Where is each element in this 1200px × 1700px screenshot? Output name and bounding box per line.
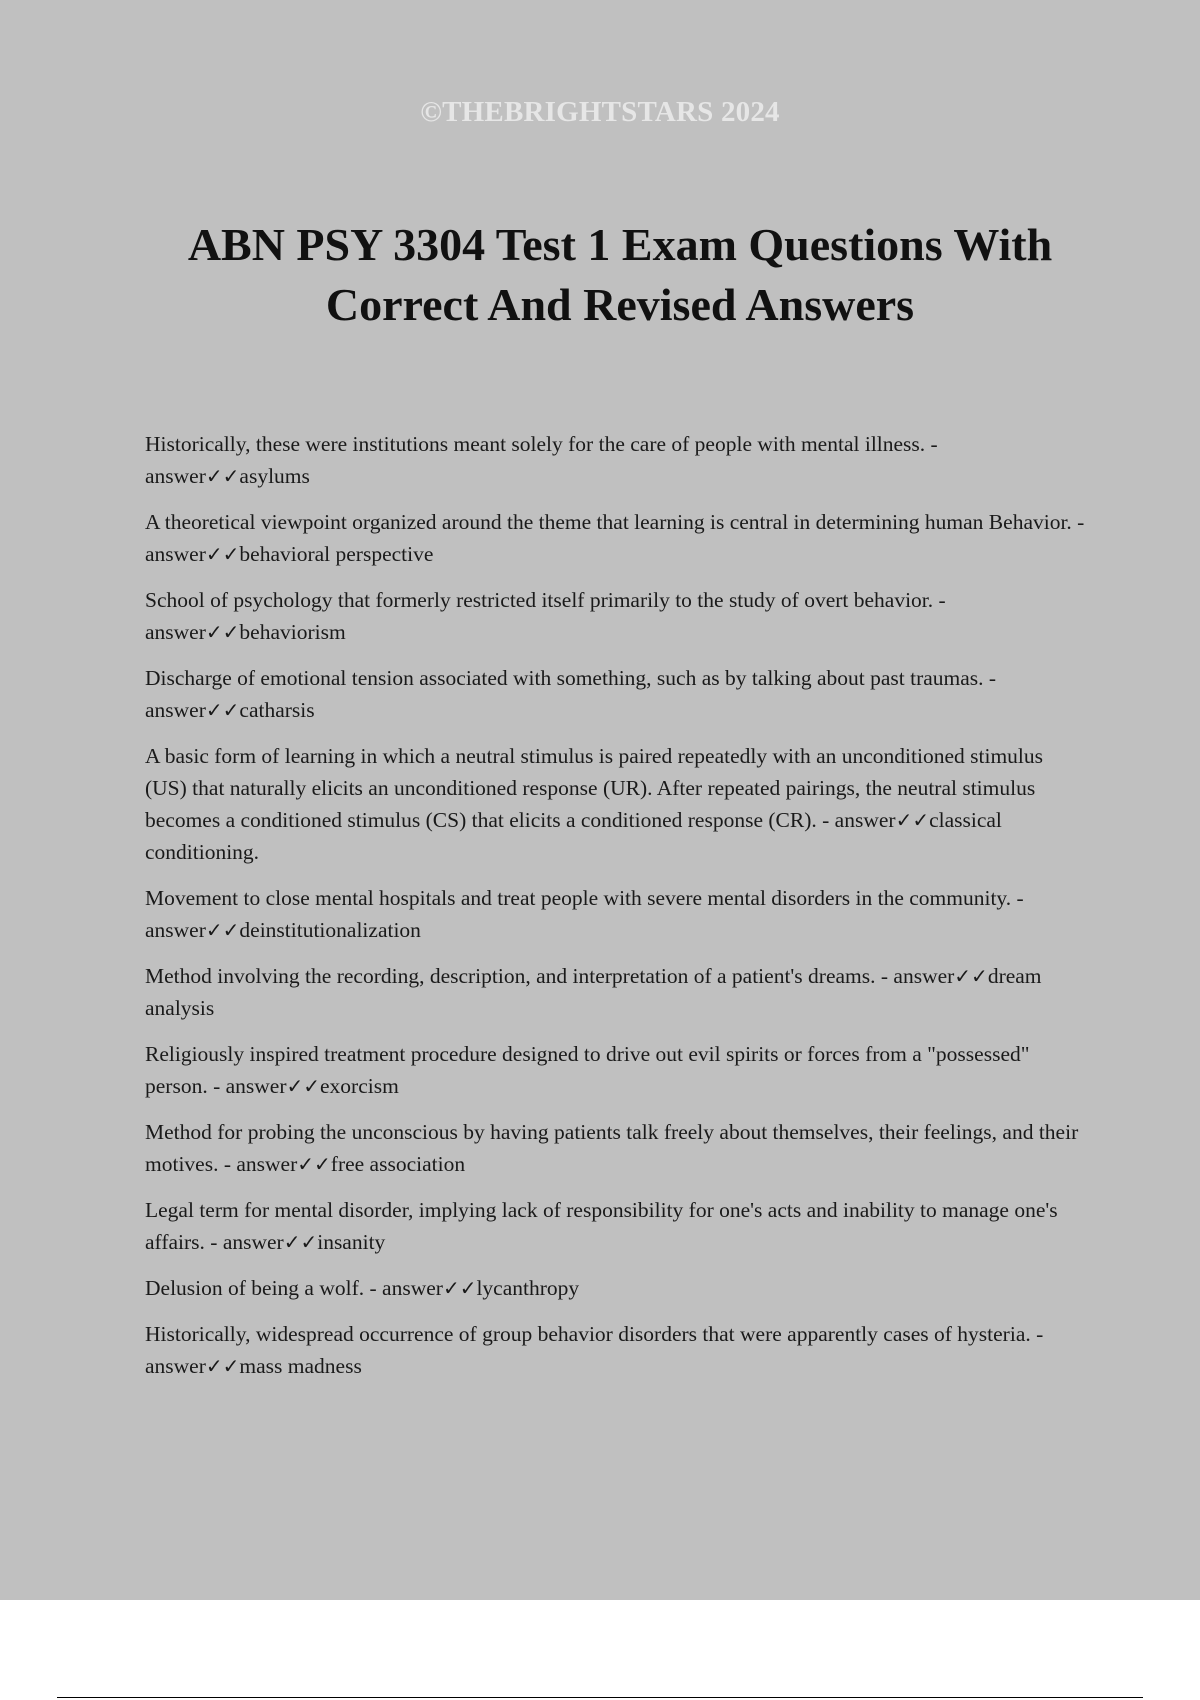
list-item: [145, 506, 1085, 570]
question-text: Religiously inspired treatment procedure designed to drive out evil spirits or forces from a "possessed" person. -: [145, 1042, 1030, 1098]
list-item: [145, 882, 1085, 946]
list-item: [145, 584, 1085, 648]
checkmark-icon: ✓✓: [286, 1074, 321, 1098]
checkmark-icon: ✓✓: [205, 1354, 240, 1378]
checkmark-icon: ✓✓: [205, 620, 240, 644]
question-text: A theoretical viewpoint organized around the theme that learning is central in determining human Behavior. -: [145, 510, 1085, 534]
answer-label: answer: [145, 620, 206, 644]
answer-text: behavioral perspective: [239, 542, 434, 566]
list-item: [145, 428, 1085, 492]
answer-text: lycanthropy: [476, 1276, 580, 1300]
checkmark-icon: ✓✓: [954, 964, 988, 988]
answer-text: asylums: [239, 464, 310, 488]
checkmark-icon: ✓✓: [205, 542, 240, 566]
list-item: [145, 1038, 1085, 1102]
answer-text: behaviorism: [239, 620, 346, 644]
question-text: Historically, these were institutions meant solely for the care of people with mental illness. -: [145, 432, 938, 456]
answer-label: answer: [382, 1276, 443, 1300]
answer-label: answer: [145, 464, 206, 488]
answer-label: answer: [145, 918, 206, 942]
list-item: [145, 740, 1085, 868]
checkmark-icon: ✓✓: [283, 1230, 318, 1254]
list-item: [145, 1194, 1085, 1258]
answer-text: insanity: [317, 1230, 386, 1254]
watermark: ©THEBRIGHTSTARS 2024: [420, 96, 780, 128]
question-text: Method involving the recording, description, and interpretation of a patient's dreams. -: [145, 964, 889, 988]
answer-text: dream analysis: [145, 964, 1042, 1020]
list-item: [145, 1116, 1085, 1180]
checkmark-icon: ✓✓: [205, 918, 240, 942]
answer-label: answer: [145, 698, 206, 722]
answer-text: catharsis: [239, 698, 315, 722]
answer-label: answer: [145, 1354, 206, 1378]
question-text: Movement to close mental hospitals and treat people with severe mental disorders in the community. -: [145, 886, 1024, 910]
question-text: Legal term for mental disorder, implying lack of responsibility for one's acts and inability to manage one's affairs. -: [145, 1198, 1058, 1254]
list-item: [145, 1272, 1085, 1304]
answer-label: answer: [222, 1230, 284, 1254]
list-item: [145, 1318, 1085, 1382]
checkmark-icon: ✓✓: [895, 808, 930, 832]
answer-label: answer: [225, 1074, 287, 1098]
checkmark-icon: ✓✓: [442, 1276, 477, 1300]
list-item: [145, 662, 1085, 726]
question-text: Historically, widespread occurrence of group behavior disorders that were apparently cases of hysteria. -: [145, 1322, 1044, 1346]
page-title: ABN PSY 3304 Test 1 Exam Questions With Correct And Revised Answers: [187, 219, 1053, 330]
question-text: Method for probing the unconscious by having patients talk freely about themselves, their feelings, and their motives. -: [145, 1120, 1079, 1176]
question-text: Delusion of being a wolf. -: [145, 1276, 377, 1300]
checkmark-icon: ✓✓: [205, 698, 240, 722]
answer-text: exorcism: [320, 1074, 399, 1098]
answer-text: free association: [330, 1152, 466, 1176]
answer-text: mass madness: [239, 1354, 362, 1378]
checkmark-icon: ✓✓: [205, 464, 240, 488]
answer-text: classical conditioning.: [145, 808, 1002, 864]
answer-label: answer: [893, 964, 955, 988]
answer-text: deinstitutionalization: [239, 918, 421, 942]
answer-label: answer: [145, 542, 206, 566]
list-item: [145, 960, 1085, 1024]
answer-label: answer: [236, 1152, 298, 1176]
checkmark-icon: ✓✓: [297, 1152, 331, 1176]
footer-divider: [57, 1697, 1143, 1698]
answer-label: answer: [834, 808, 896, 832]
qa-list: [145, 428, 1085, 1396]
question-text: Discharge of emotional tension associated with something, such as by talking about past traumas. -: [145, 666, 997, 690]
question-text: School of psychology that formerly restricted itself primarily to the study of overt behavior. -: [145, 588, 946, 612]
question-text: A basic form of learning in which a neutral stimulus is paired repeatedly with an unconditioned stimulus (US) that naturally elicits an unconditioned response (UR). After repeated pairings, the neutral stimulus becomes a conditioned stimulus (CS) that elicits a conditioned response (CR). -: [145, 744, 1044, 832]
